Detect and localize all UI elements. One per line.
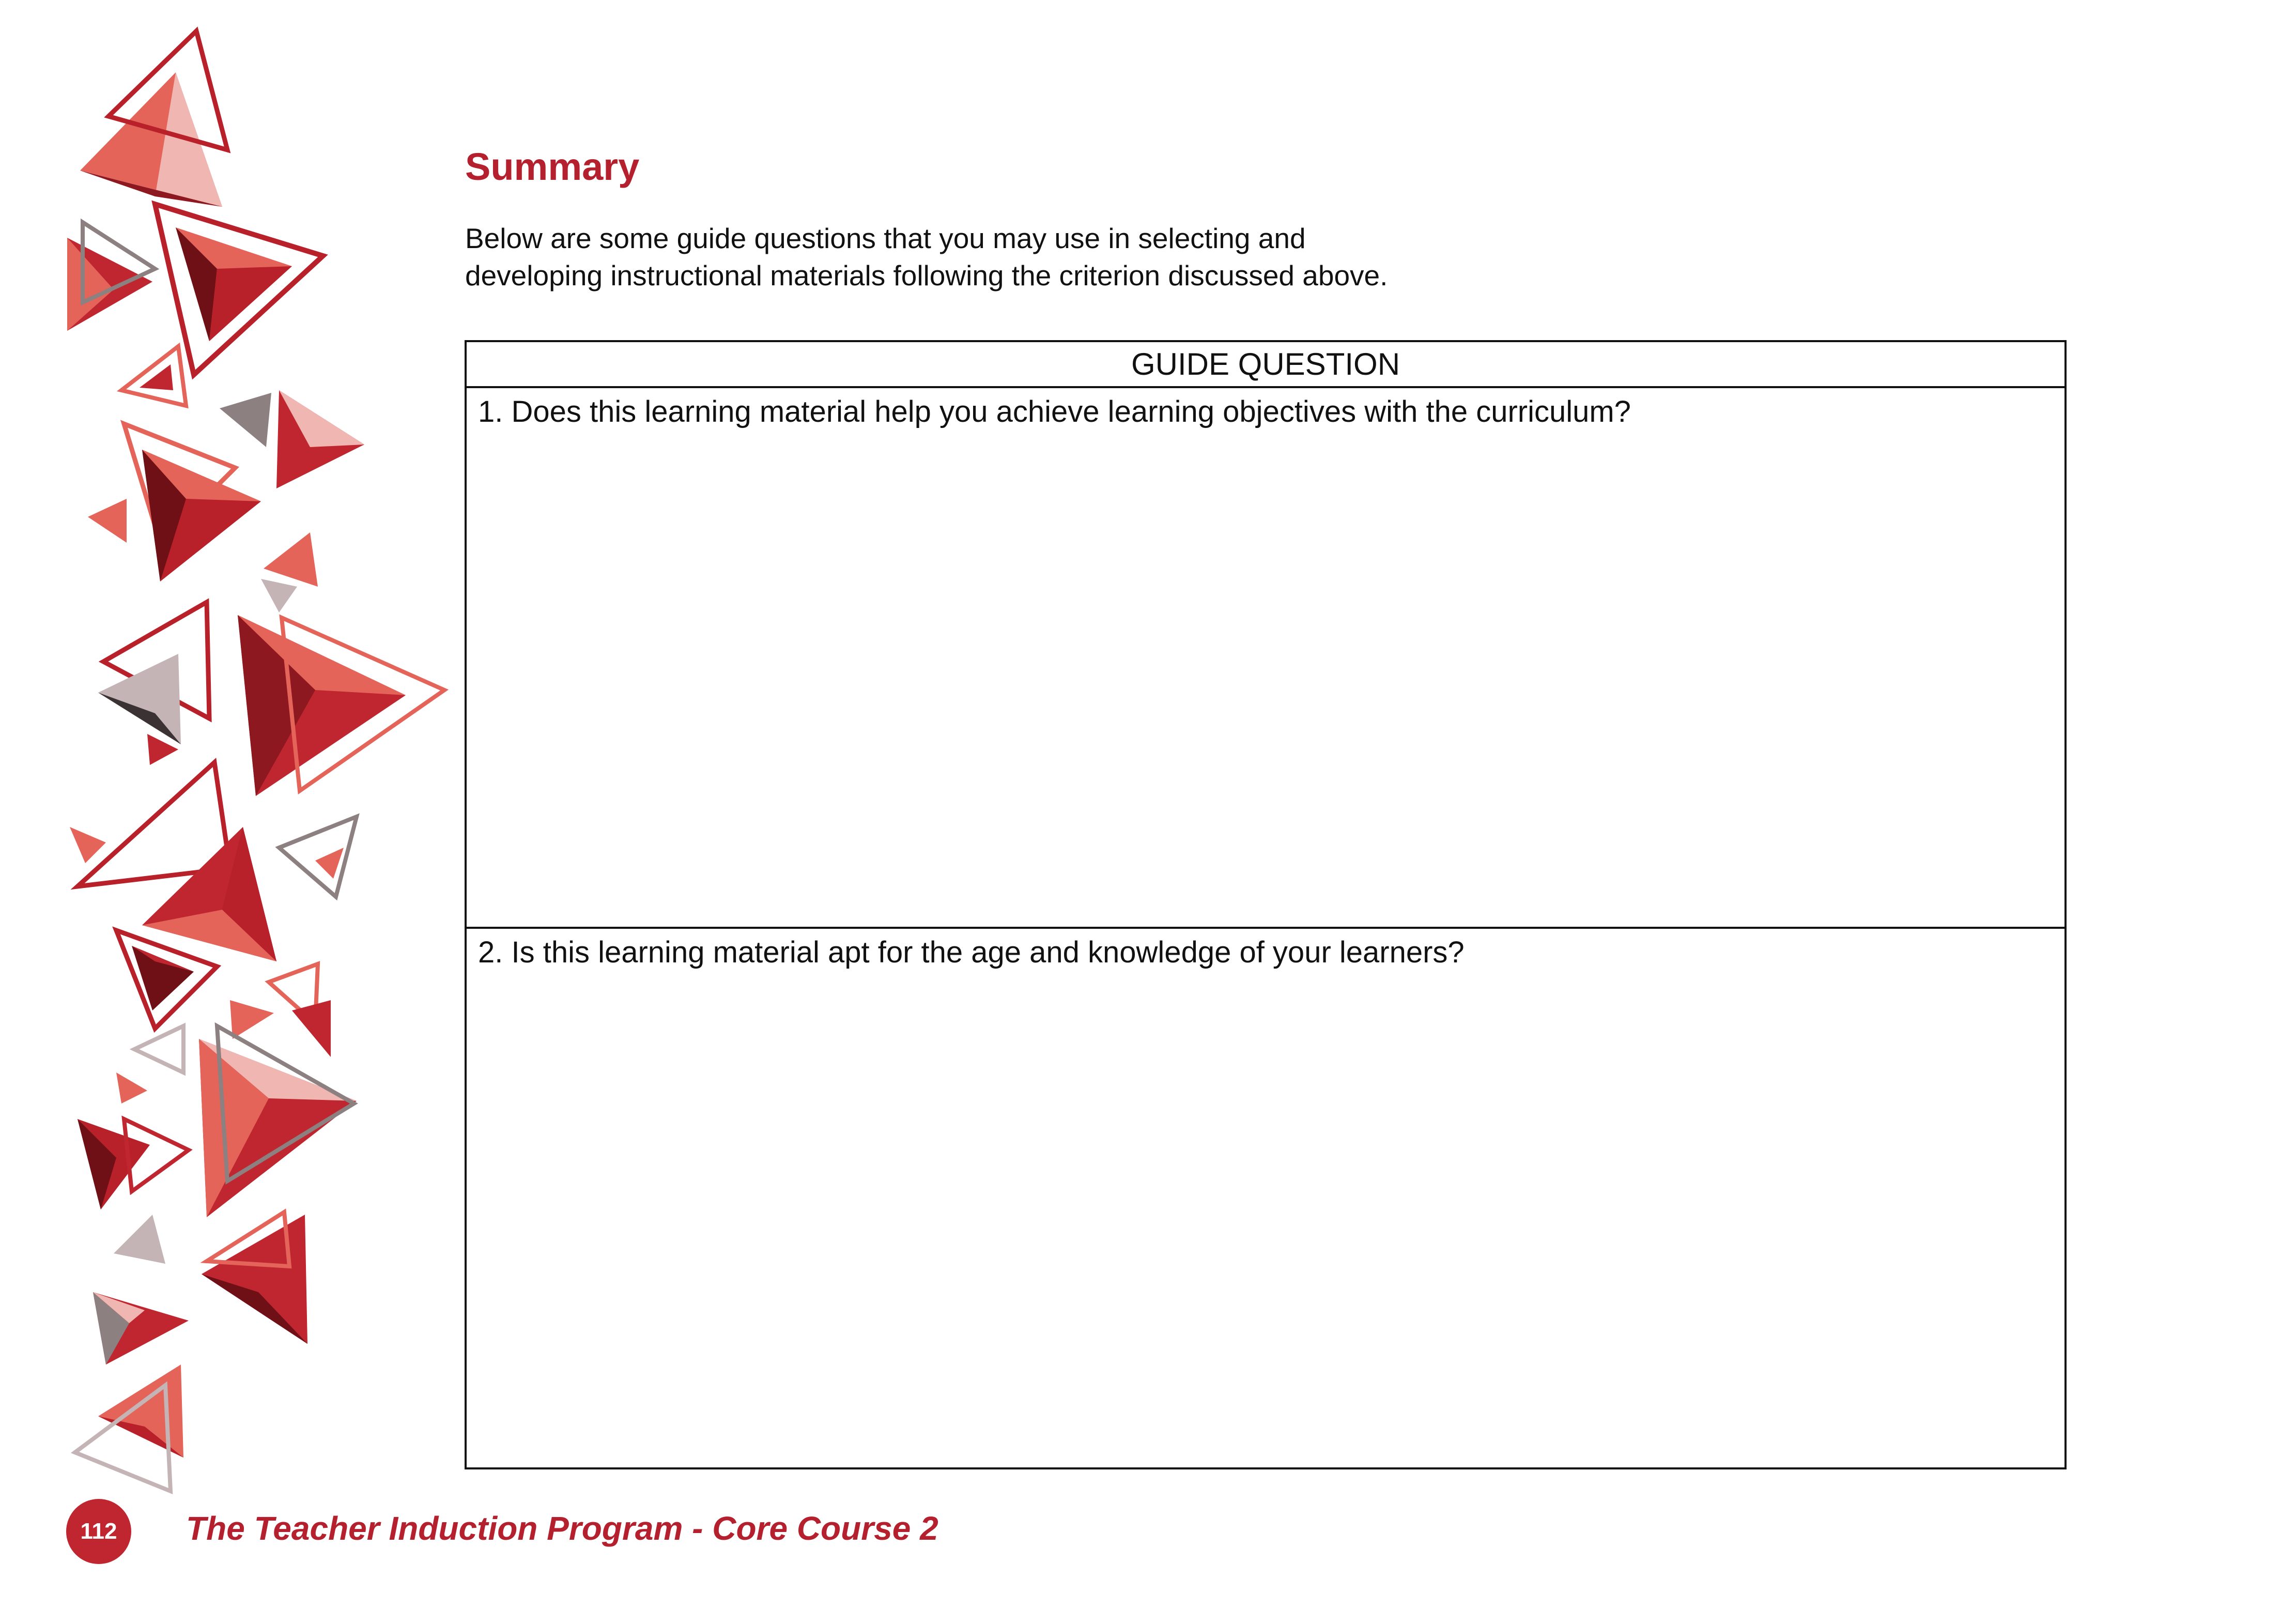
footer-course-title: The Teacher Induction Program - Core Course 2 [186, 1510, 938, 1547]
summary-heading: Summary [465, 145, 640, 188]
page-number-badge: 112 [66, 1499, 131, 1564]
intro-line-2: developing instructional materials following the criterion discussed above. [465, 259, 1388, 292]
question-row-2: 2. Is this learning material apt for the age and knowledge of your learners? [478, 936, 1465, 969]
question-row-1: 1. Does this learning material help you achieve learning objectives with the curriculum? [467, 388, 2064, 929]
intro-line-1: Below are some guide questions that you may use in selecting and [465, 222, 1306, 254]
summary-intro [465, 220, 1757, 294]
decorative-triangles [0, 0, 465, 1624]
guide-question-table [465, 340, 2067, 1469]
table-header: GUIDE QUESTION [467, 342, 2064, 388]
